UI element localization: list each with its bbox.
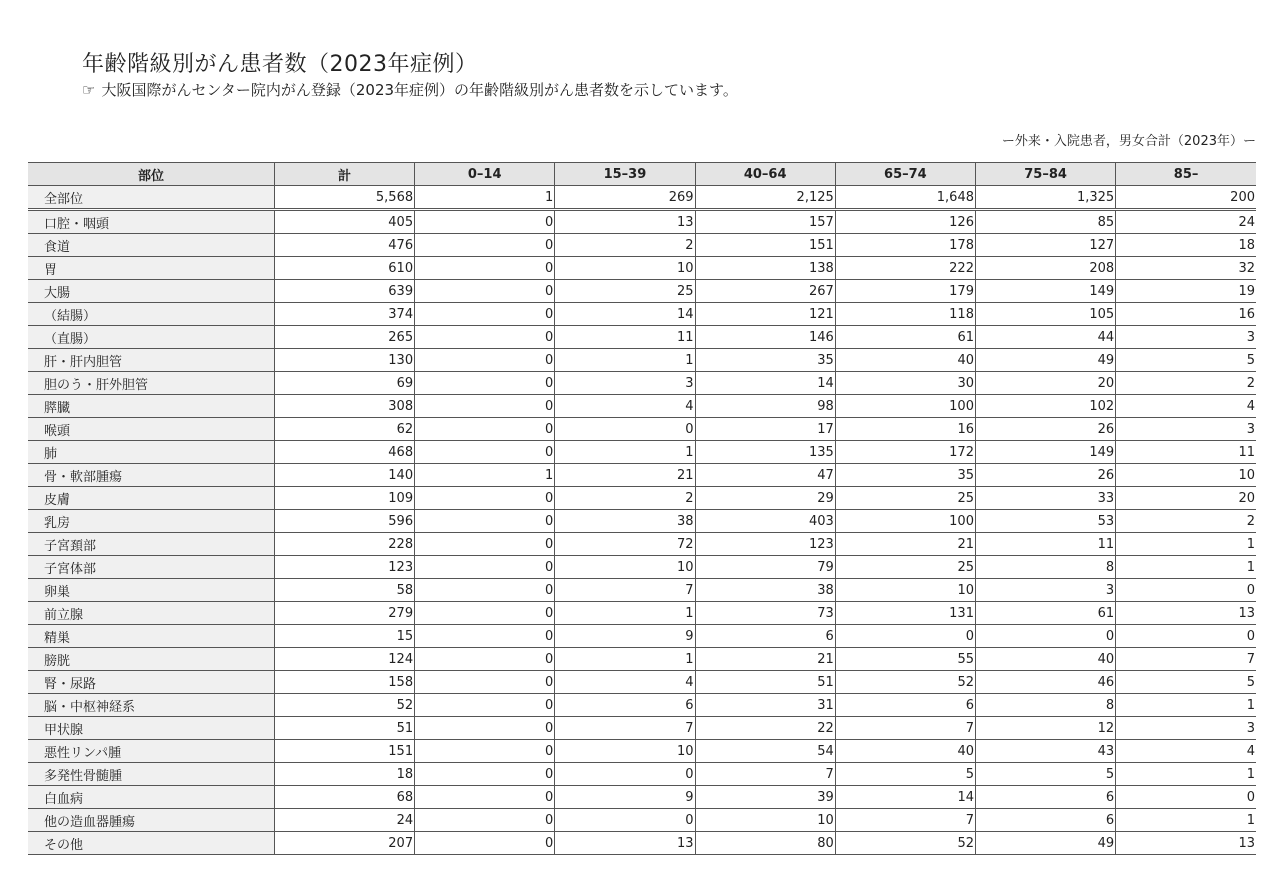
count-cell: 146 [695, 326, 835, 349]
count-cell: 98 [695, 395, 835, 418]
count-cell: 405 [274, 210, 414, 234]
site-cell: 胆のう・肝外胆管 [28, 372, 274, 395]
count-cell: 109 [274, 487, 414, 510]
count-cell: 269 [555, 186, 695, 210]
site-cell: 胃 [28, 257, 274, 280]
site-cell: 白血病 [28, 786, 274, 809]
count-cell: 17 [695, 418, 835, 441]
site-cell: 卵巣 [28, 579, 274, 602]
count-cell: 0 [415, 234, 555, 257]
count-cell: 178 [835, 234, 975, 257]
count-cell: 135 [695, 441, 835, 464]
table-row [28, 556, 1256, 579]
count-cell: 7 [555, 717, 695, 740]
table-row [28, 303, 1256, 326]
count-cell: 53 [975, 510, 1115, 533]
site-cell: 腎・尿路 [28, 671, 274, 694]
count-cell: 0 [415, 533, 555, 556]
count-cell: 68 [274, 786, 414, 809]
count-cell: 0 [1116, 625, 1256, 648]
header-age-85-plus: 85– [1116, 163, 1256, 186]
table-row [28, 671, 1256, 694]
count-cell: 10 [555, 740, 695, 763]
count-cell: 4 [555, 395, 695, 418]
count-cell: 2 [555, 234, 695, 257]
table-row [28, 809, 1256, 832]
count-cell: 79 [695, 556, 835, 579]
count-cell: 49 [975, 349, 1115, 372]
header-age-40-64: 40–64 [695, 163, 835, 186]
count-cell: 5 [1116, 349, 1256, 372]
count-cell: 15 [274, 625, 414, 648]
count-cell: 0 [415, 648, 555, 671]
count-cell: 40 [835, 349, 975, 372]
count-cell: 1 [555, 602, 695, 625]
count-cell: 11 [975, 533, 1115, 556]
count-cell: 11 [555, 326, 695, 349]
count-cell: 5,568 [274, 186, 414, 210]
count-cell: 610 [274, 257, 414, 280]
count-cell: 100 [835, 395, 975, 418]
count-cell: 40 [975, 648, 1115, 671]
site-cell: 大腸 [28, 280, 274, 303]
count-cell: 14 [835, 786, 975, 809]
count-cell: 80 [695, 832, 835, 855]
table-body [28, 186, 1256, 855]
table-row [28, 832, 1256, 855]
site-cell: 子宮頚部 [28, 533, 274, 556]
count-cell: 49 [975, 832, 1115, 855]
header-age-15-39: 15–39 [555, 163, 695, 186]
site-cell: 前立腺 [28, 602, 274, 625]
count-cell: 0 [1116, 579, 1256, 602]
count-cell: 2 [1116, 372, 1256, 395]
site-cell: 膵臓 [28, 395, 274, 418]
count-cell: 0 [415, 326, 555, 349]
count-cell: 0 [835, 625, 975, 648]
count-cell: 179 [835, 280, 975, 303]
count-cell: 5 [835, 763, 975, 786]
count-cell: 0 [415, 602, 555, 625]
count-cell: 0 [555, 809, 695, 832]
count-cell: 40 [835, 740, 975, 763]
count-cell: 26 [975, 418, 1115, 441]
count-cell: 0 [415, 740, 555, 763]
count-cell: 32 [1116, 257, 1256, 280]
count-cell: 2 [555, 487, 695, 510]
count-cell: 0 [415, 763, 555, 786]
table-row [28, 257, 1256, 280]
count-cell: 11 [1116, 441, 1256, 464]
count-cell: 20 [975, 372, 1115, 395]
count-cell: 10 [835, 579, 975, 602]
site-cell: 多発性骨髄腫 [28, 763, 274, 786]
count-cell: 3 [1116, 326, 1256, 349]
count-cell: 25 [835, 487, 975, 510]
count-cell: 85 [975, 210, 1115, 234]
count-cell: 138 [695, 257, 835, 280]
count-cell: 3 [1116, 418, 1256, 441]
count-cell: 2,125 [695, 186, 835, 210]
count-cell: 0 [415, 210, 555, 234]
count-cell: 0 [415, 671, 555, 694]
count-cell: 1,325 [975, 186, 1115, 210]
table-row [28, 487, 1256, 510]
count-cell: 21 [835, 533, 975, 556]
table-row [28, 579, 1256, 602]
count-cell: 61 [975, 602, 1115, 625]
count-cell: 8 [975, 556, 1115, 579]
count-cell: 151 [274, 740, 414, 763]
site-cell: 子宮体部 [28, 556, 274, 579]
count-cell: 18 [1116, 234, 1256, 257]
site-cell: 脳・中枢神経系 [28, 694, 274, 717]
site-cell: （結腸） [28, 303, 274, 326]
count-cell: 6 [555, 694, 695, 717]
table-row [28, 740, 1256, 763]
count-cell: 1 [555, 648, 695, 671]
site-cell: 精巣 [28, 625, 274, 648]
count-cell: 3 [1116, 717, 1256, 740]
count-cell: 69 [274, 372, 414, 395]
count-cell: 58 [274, 579, 414, 602]
count-cell: 21 [555, 464, 695, 487]
count-cell: 123 [695, 533, 835, 556]
header-total: 計 [274, 163, 414, 186]
site-cell: 甲状腺 [28, 717, 274, 740]
table-row [28, 648, 1256, 671]
count-cell: 2 [1116, 510, 1256, 533]
count-cell: 0 [415, 832, 555, 855]
count-cell: 7 [695, 763, 835, 786]
count-cell: 476 [274, 234, 414, 257]
count-cell: 0 [415, 280, 555, 303]
table-row [28, 395, 1256, 418]
count-cell: 207 [274, 832, 414, 855]
count-cell: 25 [555, 280, 695, 303]
count-cell: 0 [415, 694, 555, 717]
site-cell: （直腸） [28, 326, 274, 349]
count-cell: 126 [835, 210, 975, 234]
site-cell: 全部位 [28, 186, 274, 210]
count-cell: 0 [415, 441, 555, 464]
table-row [28, 326, 1256, 349]
site-cell: 他の造血器腫瘍 [28, 809, 274, 832]
count-cell: 12 [975, 717, 1115, 740]
count-cell: 172 [835, 441, 975, 464]
count-cell: 52 [274, 694, 414, 717]
count-cell: 151 [695, 234, 835, 257]
count-cell: 73 [695, 602, 835, 625]
count-cell: 16 [1116, 303, 1256, 326]
count-cell: 149 [975, 280, 1115, 303]
count-cell: 21 [695, 648, 835, 671]
table-row [28, 694, 1256, 717]
count-cell: 0 [415, 349, 555, 372]
table-row [28, 349, 1256, 372]
count-cell: 24 [274, 809, 414, 832]
count-cell: 6 [695, 625, 835, 648]
header-age-0-14: 0–14 [415, 163, 555, 186]
count-cell: 0 [415, 257, 555, 280]
table-row [28, 763, 1256, 786]
count-cell: 374 [274, 303, 414, 326]
table-header-row [28, 163, 1256, 186]
count-cell: 0 [415, 510, 555, 533]
count-cell: 130 [274, 349, 414, 372]
page-title: 年齢階級別がん患者数（2023年症例） [82, 51, 478, 77]
count-cell: 61 [835, 326, 975, 349]
site-cell: 悪性リンパ腫 [28, 740, 274, 763]
table-row [28, 186, 1256, 210]
count-cell: 52 [835, 671, 975, 694]
count-cell: 0 [415, 487, 555, 510]
site-cell: 皮膚 [28, 487, 274, 510]
count-cell: 5 [975, 763, 1115, 786]
table-row [28, 533, 1256, 556]
count-cell: 0 [415, 556, 555, 579]
count-cell: 39 [695, 786, 835, 809]
count-cell: 208 [975, 257, 1115, 280]
count-cell: 123 [274, 556, 414, 579]
count-cell: 4 [1116, 740, 1256, 763]
header-age-75-84: 75–84 [975, 163, 1115, 186]
table-row [28, 464, 1256, 487]
table-note: ー外来・入院患者，男女合計（2023年）ー [1001, 134, 1256, 149]
count-cell: 13 [555, 210, 695, 234]
count-cell: 19 [1116, 280, 1256, 303]
count-cell: 308 [274, 395, 414, 418]
count-cell: 0 [555, 418, 695, 441]
count-cell: 131 [835, 602, 975, 625]
count-cell: 0 [415, 372, 555, 395]
count-cell: 4 [1116, 395, 1256, 418]
count-cell: 158 [274, 671, 414, 694]
count-cell: 18 [274, 763, 414, 786]
count-cell: 6 [975, 786, 1115, 809]
count-cell: 1 [1116, 809, 1256, 832]
count-cell: 51 [695, 671, 835, 694]
description-text: 大阪国際がんセンター院内がん登録（2023年症例）の年齢階級別がん患者数を示しています。 [101, 81, 738, 99]
count-cell: 62 [274, 418, 414, 441]
count-cell: 35 [695, 349, 835, 372]
count-cell: 44 [975, 326, 1115, 349]
count-cell: 1 [415, 186, 555, 210]
count-cell: 22 [695, 717, 835, 740]
table-row [28, 602, 1256, 625]
count-cell: 0 [415, 418, 555, 441]
header-age-65-74: 65–74 [835, 163, 975, 186]
count-cell: 0 [415, 625, 555, 648]
count-cell: 228 [274, 533, 414, 556]
count-cell: 38 [555, 510, 695, 533]
count-cell: 639 [274, 280, 414, 303]
count-cell: 72 [555, 533, 695, 556]
age-group-table [28, 162, 1256, 855]
count-cell: 0 [415, 303, 555, 326]
count-cell: 279 [274, 602, 414, 625]
count-cell: 121 [695, 303, 835, 326]
table-row [28, 234, 1256, 257]
count-cell: 1 [1116, 694, 1256, 717]
site-cell: 口腔・咽頭 [28, 210, 274, 234]
count-cell: 105 [975, 303, 1115, 326]
table-row [28, 280, 1256, 303]
count-cell: 1 [555, 441, 695, 464]
count-cell: 118 [835, 303, 975, 326]
site-cell: 肺 [28, 441, 274, 464]
site-cell: その他 [28, 832, 274, 855]
count-cell: 26 [975, 464, 1115, 487]
count-cell: 403 [695, 510, 835, 533]
count-cell: 38 [695, 579, 835, 602]
count-cell: 47 [695, 464, 835, 487]
count-cell: 157 [695, 210, 835, 234]
count-cell: 1 [415, 464, 555, 487]
count-cell: 100 [835, 510, 975, 533]
site-cell: 喉頭 [28, 418, 274, 441]
table-row [28, 372, 1256, 395]
header-site: 部位 [28, 163, 274, 186]
site-cell: 膀胱 [28, 648, 274, 671]
count-cell: 25 [835, 556, 975, 579]
count-cell: 7 [1116, 648, 1256, 671]
count-cell: 9 [555, 786, 695, 809]
count-cell: 3 [975, 579, 1115, 602]
count-cell: 127 [975, 234, 1115, 257]
count-cell: 0 [415, 395, 555, 418]
count-cell: 10 [1116, 464, 1256, 487]
count-cell: 0 [1116, 786, 1256, 809]
count-cell: 102 [975, 395, 1115, 418]
count-cell: 24 [1116, 210, 1256, 234]
count-cell: 0 [415, 717, 555, 740]
site-cell: 骨・軟部腫瘍 [28, 464, 274, 487]
site-cell: 乳房 [28, 510, 274, 533]
count-cell: 7 [555, 579, 695, 602]
count-cell: 0 [415, 809, 555, 832]
count-cell: 200 [1116, 186, 1256, 210]
count-cell: 0 [975, 625, 1115, 648]
count-cell: 13 [1116, 832, 1256, 855]
count-cell: 54 [695, 740, 835, 763]
count-cell: 124 [274, 648, 414, 671]
count-cell: 8 [975, 694, 1115, 717]
count-cell: 14 [555, 303, 695, 326]
count-cell: 1,648 [835, 186, 975, 210]
page-description [82, 79, 738, 100]
count-cell: 13 [1116, 602, 1256, 625]
count-cell: 10 [695, 809, 835, 832]
count-cell: 1 [1116, 763, 1256, 786]
table-row [28, 786, 1256, 809]
count-cell: 7 [835, 717, 975, 740]
count-cell: 6 [835, 694, 975, 717]
count-cell: 3 [555, 372, 695, 395]
count-cell: 140 [274, 464, 414, 487]
count-cell: 0 [555, 763, 695, 786]
table-row [28, 418, 1256, 441]
count-cell: 10 [555, 257, 695, 280]
count-cell: 46 [975, 671, 1115, 694]
count-cell: 5 [1116, 671, 1256, 694]
count-cell: 52 [835, 832, 975, 855]
count-cell: 9 [555, 625, 695, 648]
count-cell: 265 [274, 326, 414, 349]
table-row [28, 210, 1256, 234]
count-cell: 6 [975, 809, 1115, 832]
count-cell: 43 [975, 740, 1115, 763]
count-cell: 31 [695, 694, 835, 717]
site-cell: 食道 [28, 234, 274, 257]
count-cell: 149 [975, 441, 1115, 464]
site-cell: 肝・肝内胆管 [28, 349, 274, 372]
count-cell: 468 [274, 441, 414, 464]
table-row [28, 717, 1256, 740]
count-cell: 0 [415, 786, 555, 809]
count-cell: 16 [835, 418, 975, 441]
table-row [28, 441, 1256, 464]
count-cell: 7 [835, 809, 975, 832]
count-cell: 0 [415, 579, 555, 602]
count-cell: 35 [835, 464, 975, 487]
count-cell: 1 [1116, 533, 1256, 556]
count-cell: 55 [835, 648, 975, 671]
pointing-hand-icon: ☞ [82, 81, 96, 99]
count-cell: 33 [975, 487, 1115, 510]
count-cell: 29 [695, 487, 835, 510]
count-cell: 20 [1116, 487, 1256, 510]
count-cell: 10 [555, 556, 695, 579]
count-cell: 596 [274, 510, 414, 533]
count-cell: 1 [1116, 556, 1256, 579]
count-cell: 13 [555, 832, 695, 855]
table-row [28, 625, 1256, 648]
count-cell: 14 [695, 372, 835, 395]
count-cell: 1 [555, 349, 695, 372]
count-cell: 30 [835, 372, 975, 395]
count-cell: 4 [555, 671, 695, 694]
count-cell: 51 [274, 717, 414, 740]
count-cell: 222 [835, 257, 975, 280]
table-row [28, 510, 1256, 533]
count-cell: 267 [695, 280, 835, 303]
